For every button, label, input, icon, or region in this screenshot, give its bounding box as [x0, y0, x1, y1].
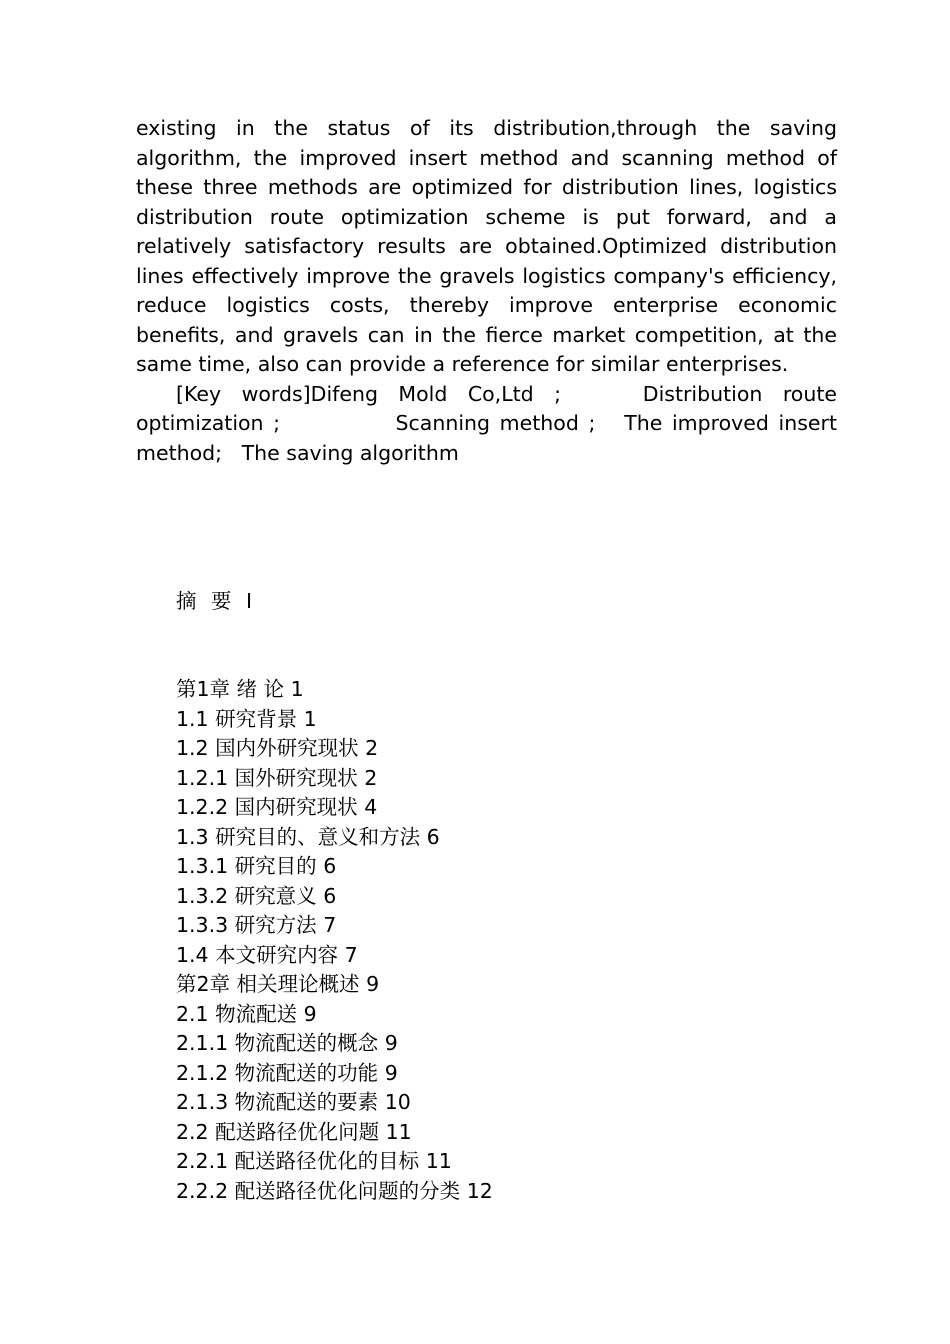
- abstract-body: existing in the status of its distribution,through the saving algorithm, the improved insert method and scanning method of these three methods are optimized for distribution lines, logistics distribution route optimization scheme is put forward, and a relatively satisfactory results are obtained.Optimized distribution lines effectively improve the gravels logistics company's efficiency, reduce logistics costs, thereby improve enterprise economic benefits, and gravels can in the fierce market competition, at the same time, also can provide a reference for similar enterprises.: [136, 116, 837, 376]
- toc-entry: 1.3.1 研究目的 6: [176, 854, 337, 878]
- toc-entry: 第1章 绪 论 1: [176, 677, 304, 701]
- toc-entry: 1.2 国内外研究现状 2: [176, 736, 379, 760]
- toc-entry: 1.3.2 研究意义 6: [176, 883, 337, 908]
- toc-heading: 摘 要 Ⅰ: [176, 589, 257, 613]
- toc-entry: 2.2 配送路径优化问题 11: [176, 1119, 412, 1144]
- toc-entry: 1.1 研究背景 1: [176, 706, 317, 731]
- toc-entry: 2.1.1 物流配送的概念 9: [176, 1031, 398, 1055]
- toc-entry: 1.3 研究目的、意义和方法 6: [176, 824, 440, 849]
- toc-entry: 1.4 本文研究内容 7: [176, 942, 358, 967]
- abstract-keywords: [Key words]Difeng Mold Co,Ltd ; Distribution route optimization ; Scanning method ; The improved insert method; The saving algorithm: [136, 381, 837, 465]
- table-of-contents: [176, 675, 836, 1206]
- toc-entry: 2.2.2 配送路径优化问题的分类 12: [176, 1178, 493, 1203]
- toc-entry: 1.3.3 研究方法 7: [176, 913, 337, 937]
- toc-entry: 2.1.2 物流配送的功能 9: [176, 1060, 398, 1085]
- toc-entry: 2.1 物流配送 9: [176, 1001, 317, 1026]
- toc-entry: 第2章 相关理论概述 9: [176, 972, 380, 996]
- toc-entry: 1.2.1 国外研究现状 2: [176, 765, 378, 790]
- toc-entry: 2.1.3 物流配送的要素 10: [176, 1090, 411, 1114]
- english-abstract: [136, 114, 837, 468]
- toc-entry: 1.2.2 国内研究现状 4: [176, 795, 378, 819]
- toc-entry: 2.2.1 配送路径优化的目标 11: [176, 1149, 452, 1173]
